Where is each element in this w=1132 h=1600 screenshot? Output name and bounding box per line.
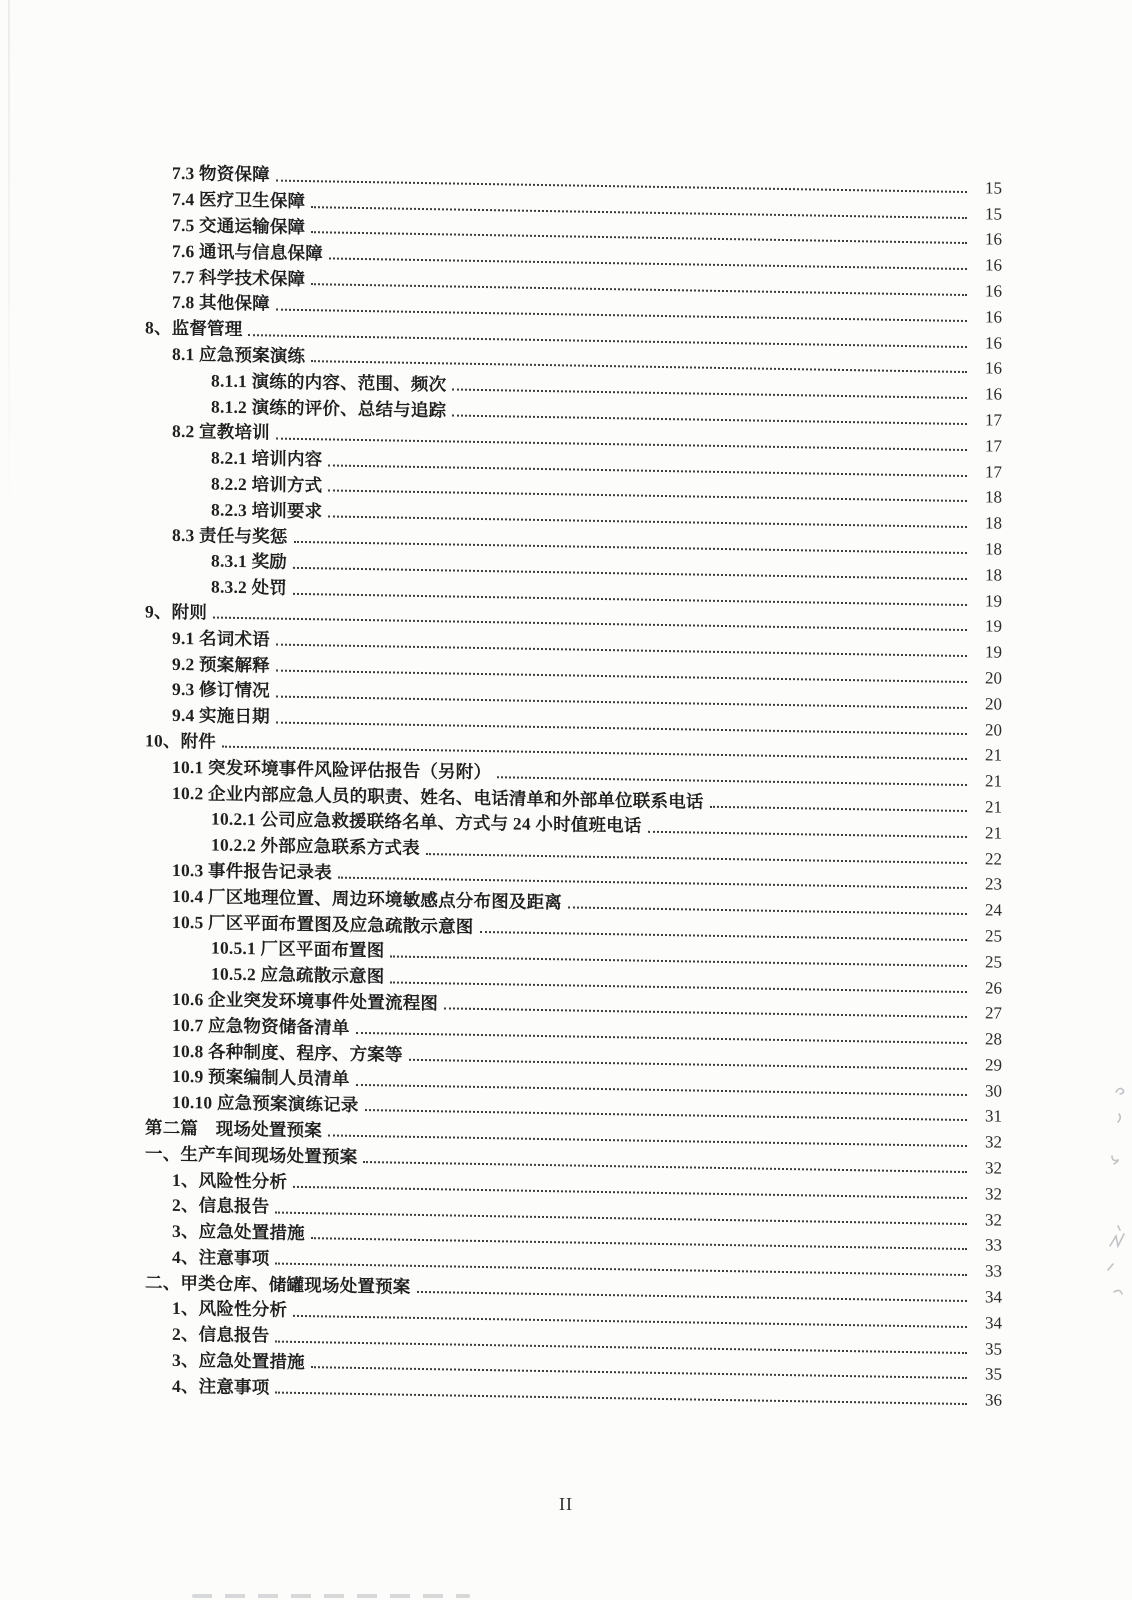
- toc-entry-page: 31: [985, 1106, 1002, 1127]
- toc-entry-label: 1、风险性分析: [172, 1298, 288, 1321]
- toc-entry-page: 21: [985, 745, 1002, 765]
- toc-entry-label: 8.3 责任与奖惩: [172, 524, 288, 547]
- toc-entry-page: 35: [985, 1364, 1002, 1385]
- toc-leader-dots: [426, 853, 967, 864]
- toc-entry-label: 10.5.1 厂区平面布置图: [211, 937, 385, 961]
- toc-entry-page: 17: [985, 410, 1002, 430]
- toc-entry-page: 22: [985, 848, 1002, 869]
- toc-entry-label: 10.8 各种制度、程序、方案等: [172, 1040, 403, 1065]
- toc-entry-label: 10.2.2 外部应急联系方式表: [211, 834, 420, 859]
- toc-entry-label: 7.4 医疗卫生保障: [172, 189, 306, 212]
- toc-leader-dots: [710, 806, 967, 812]
- toc-entry-label: 4、注意事项: [172, 1375, 270, 1398]
- toc-entry-page: 20: [985, 668, 1002, 688]
- toc-entry-page: 18: [985, 487, 1002, 507]
- toc-leader-dots: [568, 907, 967, 916]
- toc-entry-page: 27: [985, 1003, 1002, 1023]
- page-footer: [0, 1494, 1132, 1515]
- toc-entry-page: 32: [985, 1210, 1002, 1230]
- toc-entry-page: 19: [985, 616, 1002, 636]
- toc-entry-page: 16: [985, 358, 1002, 378]
- toc-entry-page: 18: [985, 539, 1002, 559]
- toc-entry-label: 8.2.1 培训内容: [211, 447, 323, 470]
- toc-entry-label: 7.8 其他保障: [172, 292, 270, 314]
- toc-entry-label: 8.2 宣教培训: [172, 421, 270, 443]
- toc-entry-label: 9.4 实施日期: [172, 705, 270, 727]
- toc-entry-page: 25: [985, 926, 1002, 946]
- toc-entry-page: 21: [985, 823, 1002, 843]
- toc-entry-page: 19: [985, 642, 1002, 662]
- toc-entry-label: 10、附件: [145, 730, 216, 752]
- toc-entry-label: 10.7 应急物资储备清单: [172, 1014, 350, 1038]
- toc-leader-dots: [452, 414, 967, 425]
- toc-entry-label: 10.5.2 应急疏散示意图: [211, 963, 385, 987]
- toc-entry-page: 21: [985, 771, 1002, 791]
- toc-entry-label: 10.10 应急预案演练记录: [172, 1091, 359, 1116]
- toc-entry-page: 20: [985, 719, 1002, 740]
- toc-entry-label: 10.6 企业突发环境事件处置流程图: [172, 988, 439, 1014]
- toc-entry-page: 20: [985, 694, 1002, 714]
- toc-entry-page: 36: [985, 1390, 1002, 1410]
- toc-entry-page: 32: [985, 1184, 1002, 1204]
- toc-entry-page: 34: [985, 1313, 1002, 1333]
- toc-entry-label: 7.6 通讯与信息保障: [172, 240, 323, 264]
- toc-entry-page: 29: [985, 1055, 1002, 1075]
- toc-entry-label: 第二篇 现场处置预案: [145, 1117, 322, 1141]
- toc-entry-label: 二、甲类仓库、储罐现场处置预案: [145, 1272, 411, 1297]
- toc-entry-page: 32: [985, 1158, 1002, 1178]
- toc-entry-label: 8.3.1 奖励: [211, 550, 287, 573]
- toc-entry-label: 2、信息报告: [172, 1195, 270, 1217]
- toc-entry-page: 16: [985, 384, 1002, 404]
- toc-entry-page: 16: [985, 307, 1002, 327]
- pencil-marks-artifact: [1100, 1078, 1130, 1318]
- toc-entry-label: 10.5 厂区平面布置图及应急疏散示意图: [172, 911, 474, 937]
- toc-entry-label: 10.9 预案编制人员清单: [172, 1066, 350, 1090]
- toc-entry-page: 19: [985, 590, 1002, 611]
- toc-entry-page: 24: [985, 900, 1002, 920]
- toc-entry-label: 8、监督管理: [145, 317, 243, 340]
- toc-entry-label: 10.4 厂区地理位置、周边环境敏感点分布图及距离: [172, 885, 562, 913]
- toc-entry-label: 3、应急处置措施: [172, 1349, 305, 1373]
- toc-entry-page: 26: [985, 977, 1002, 998]
- toc-entry-page: 34: [985, 1287, 1002, 1307]
- toc-entry-label: 8.1.2 演练的评价、总结与追踪: [211, 396, 447, 420]
- toc-entry-page: 33: [985, 1261, 1002, 1281]
- toc-entry-label: 10.1 突发环境事件风险评估报告（另附）: [172, 756, 492, 782]
- toc-entry-label: 8.1.1 演练的内容、范围、频次: [211, 370, 447, 395]
- toc-entry-page: 17: [985, 436, 1002, 456]
- toc-entry-label: 4、注意事项: [172, 1246, 270, 1269]
- toc-entry-page: 16: [985, 281, 1002, 301]
- toc-leader-dots: [444, 1008, 967, 1019]
- toc-list: [0, 158, 1002, 1413]
- toc-entry-label: 3、应急处置措施: [172, 1220, 305, 1244]
- toc-entry-label: 10.3 事件报告记录表: [172, 859, 332, 883]
- toc-entry-page: 15: [985, 203, 1002, 224]
- toc-leader-dots: [452, 389, 967, 400]
- toc-entry-page: 33: [985, 1235, 1002, 1256]
- toc-entry-page: 32: [985, 1132, 1002, 1152]
- toc-entry-label: 2、信息报告: [172, 1324, 270, 1346]
- toc-entry-page: 18: [985, 513, 1002, 533]
- toc-leader-dots: [275, 1392, 967, 1405]
- toc-entry-page: 16: [985, 229, 1002, 250]
- toc-entry-page: 15: [985, 178, 1002, 198]
- scan-smudge-artifact: [192, 1594, 470, 1598]
- toc-entry-label: 一、生产车间现场处置预案: [145, 1143, 358, 1167]
- toc-entry-page: 21: [985, 797, 1002, 817]
- toc-leader-dots: [648, 830, 967, 837]
- toc-entry-label: 7.7 科学技术保障: [172, 266, 306, 289]
- footer-page-number: II: [559, 1494, 573, 1514]
- toc-entry-label: 1、风险性分析: [172, 1169, 288, 1192]
- toc-entry-page: 16: [985, 255, 1002, 275]
- toc-entry-label: 9.3 修订情况: [172, 679, 270, 701]
- toc-entry-page: 23: [985, 874, 1002, 894]
- toc-entry-label: 10.2 企业内部应急人员的职责、姓名、电话清单和外部单位联系电话: [172, 782, 704, 812]
- toc-entry-page: 30: [985, 1081, 1002, 1101]
- toc-entry-label: 10.2.1 公司应急救援联络名单、方式与 24 小时值班电话: [211, 808, 642, 836]
- toc-entry-label: 9.1 名词术语: [172, 627, 270, 650]
- toc-entry-page: 35: [985, 1338, 1002, 1359]
- toc-entry-label: 7.3 物资保障: [172, 163, 270, 185]
- toc-entry-page: 28: [985, 1029, 1002, 1049]
- toc-entry-label: 8.1 应急预案演练: [172, 343, 306, 367]
- toc-leader-dots: [480, 931, 968, 941]
- toc-entry-page: 25: [985, 952, 1002, 972]
- toc-entry-label: 9.2 预案解释: [172, 653, 270, 676]
- toc-entry-label: 8.2.3 培训要求: [211, 499, 323, 522]
- toc-entry-label: 8.2.2 培训方式: [211, 473, 323, 496]
- toc-entry-label: 9、附则: [145, 601, 208, 623]
- toc-entry-page: 18: [985, 565, 1002, 585]
- toc-entry-label: 7.5 交通运输保障: [172, 214, 306, 238]
- toc-entry-label: 8.3.2 处罚: [211, 576, 287, 598]
- toc-entry-page: 16: [985, 332, 1002, 353]
- toc-entry-page: 17: [985, 461, 1002, 482]
- toc-leader-dots: [497, 776, 967, 786]
